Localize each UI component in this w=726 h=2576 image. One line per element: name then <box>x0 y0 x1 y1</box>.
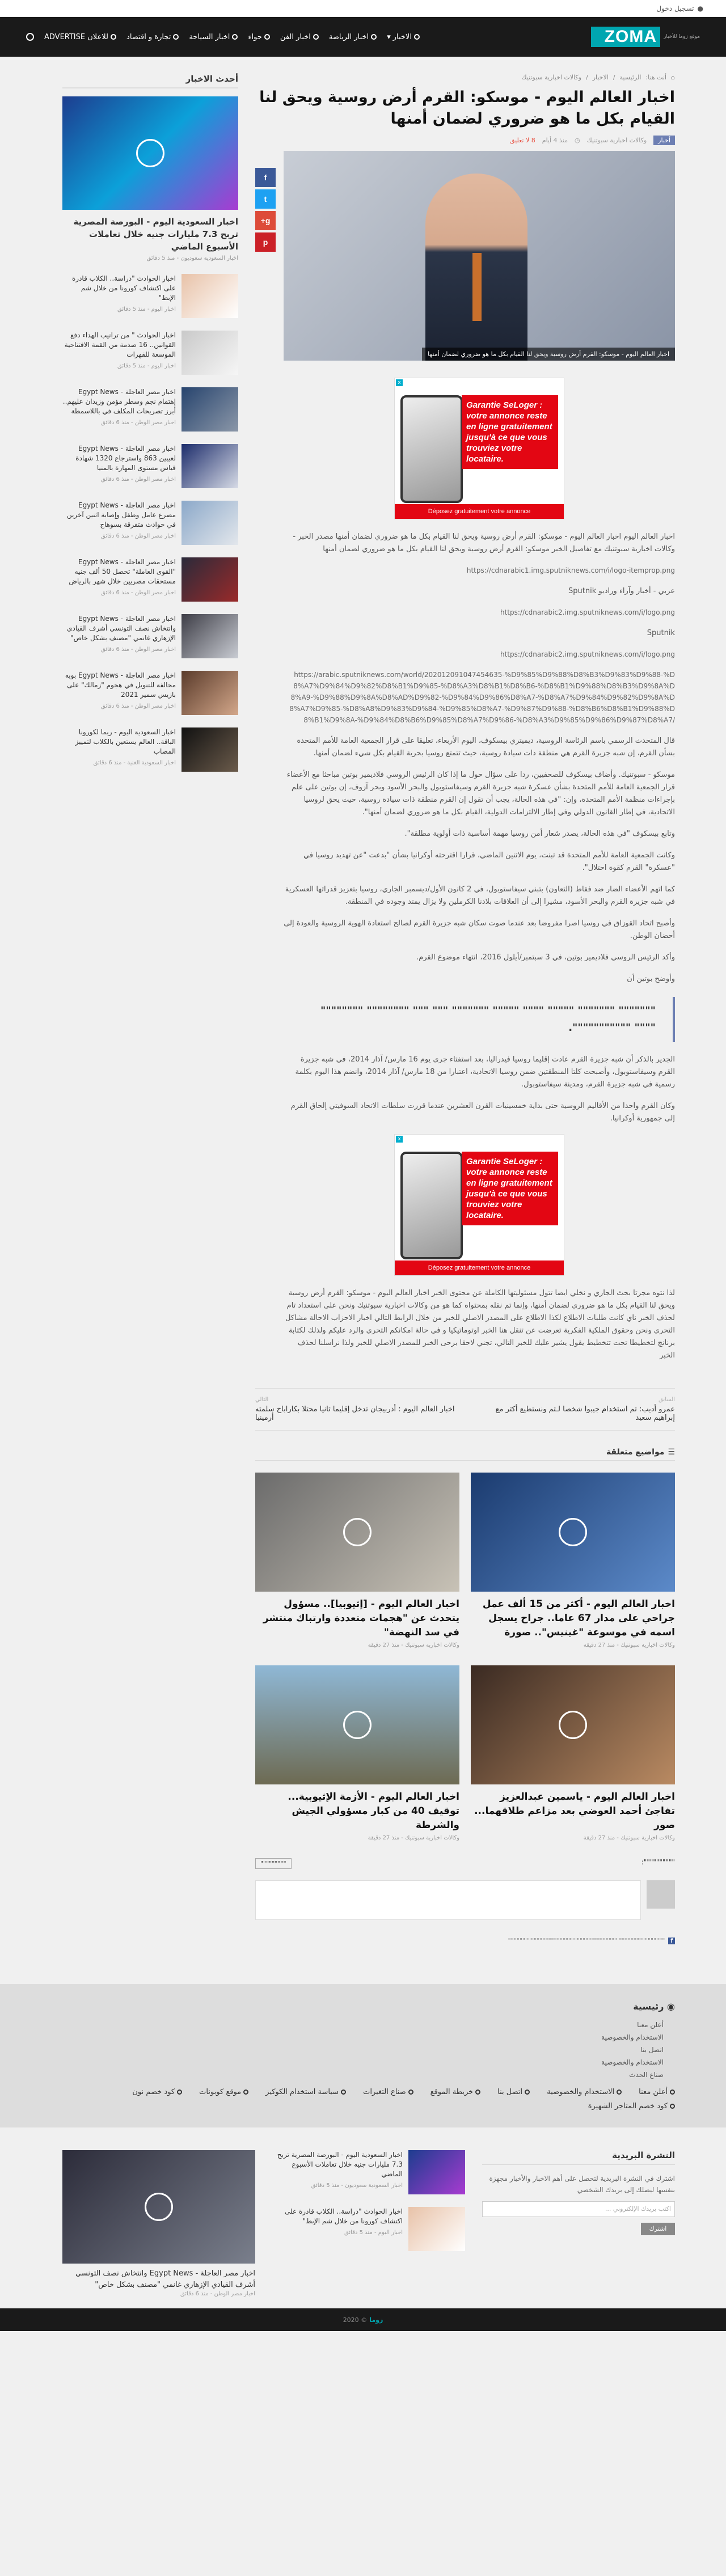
article-time: منذ 4 أيام <box>542 137 568 144</box>
advertisement[interactable] <box>394 378 564 519</box>
circle-icon <box>525 2089 530 2095</box>
article-paragraph: Sputnik <box>647 629 675 637</box>
circle-icon <box>670 2104 675 2109</box>
related-heading: ☰ مواضيع متعلقة <box>255 1448 675 1461</box>
article-paragraph: وأكد الرئيس الروسي فلاديمير بوتين، في 3 سبتمبر/أيلول 2016، انتهاء موضوع القرم. <box>416 953 675 962</box>
footer-link[interactable]: صناع التغيرات <box>363 2088 413 2096</box>
article-quote: """"""" """"""" """"" """" """"" """"""" """ """ """""""" """""""" """" """"""""""". <box>284 997 675 1042</box>
breadcrumb: ⌂ أنت هنا: الرئيسية / الاخبار / وكالات اخبارية سبوتنيك <box>521 74 675 81</box>
facebook-comments-note: f """""""""""""""" """""""""""""""""""""""""""""""""""""" <box>255 1937 675 1944</box>
related-grid <box>255 1473 675 1841</box>
sidebar-item[interactable]: اخبار الحوادث " من ترانيب الهداء دفع القوانين.. 16 صدمة من القمة الافتتاحية الموسعة للقهرات اخبار اليوم - منذ 5 دقائق <box>62 331 238 375</box>
footer-item[interactable]: اخبار السعودية اليوم - البورصة المصرية تربح 7.3 مليارات جنيه خلال تعاملات الأسبوع الماضي اخبار السعودية سعوديون - منذ 5 دقائق <box>272 2150 465 2194</box>
circle-icon <box>408 2089 413 2095</box>
nav-economy[interactable]: تجارة و اقتصاد <box>126 33 179 41</box>
related-thumb[interactable] <box>255 1665 459 1784</box>
ad-text: Garantie SeLoger : votre annonce reste en ligne gratuitement jusqu'à ce que vous trouviez votre locataire. <box>462 395 558 469</box>
nav-news[interactable]: الاخبار ▾ <box>387 33 420 41</box>
circle-icon <box>414 34 420 40</box>
circle-icon <box>670 2089 675 2095</box>
article-paragraph: وكان القرم واحدا من الأقاليم الروسية حتى بداية خمسينيات القرن العشرين عندما قررت سلطات الاتحاد السوفيتي إلحاق القرم إلى جمهورية أوكرانيا. <box>290 1102 675 1123</box>
play-icon <box>559 1518 587 1546</box>
article-url: https://cdnarabic1.img.sputniknews.com/i/logo-itemprop.png <box>466 566 675 574</box>
share-bar <box>255 151 276 1371</box>
article-row <box>255 151 675 1371</box>
sidebar-item[interactable]: اخبار السعودية اليوم - ربما لكورونا الباقة.. العالم يستعين بالكلاب لتمييز المصاب اخبار السعودية الغنية - منذ 6 دقائق <box>62 727 238 772</box>
user-icon: ● <box>697 4 703 12</box>
next-post[interactable]: التالي اخبار العالم اليوم : أذربيجان تدخل إقليما ثانيا محتلا بكاراباخ سلمته أرمينيا <box>255 1397 455 1422</box>
sidebar-item[interactable]: اخبار مصر العاجلة - Egypt News إهتمام نجم وسطر مؤمن وزيدان عليهم.. أبرز تصريحات المكلف في باللاسمطة اخبار مصر الوطن - منذ 6 دقائق <box>62 387 238 432</box>
featured-thumb[interactable] <box>62 96 238 210</box>
sidebar-featured[interactable]: اخبار السعودية اليوم - البورصة المصرية تربح 7.3 مليارات جنيه خلال تعاملات الأسبوع الماضي اخبار السعودية سعوديون - منذ 5 دقائق <box>62 96 238 261</box>
article-paragraph: وتابع بيسكوف "في هذه الحالة، يصدر شعار أمن روسيا مهمة أساسية ذات أولوية مطلقة". <box>404 830 675 838</box>
prev-post[interactable]: السابق عمرو أديب: تم استخدام جيبوا شخصا لـتم ونستطيع أكثر مع إبراهيم سعيد <box>495 1397 675 1422</box>
article-paragraph: قال المتحدث الرسمي باسم الرئاسة الروسية، ديميتري بيسكوف، اليوم الأربعاء، تعليقا على قرار الجمعية العامة للأمم المتحدة بشأن القرم، إن شبه جزيرة القرم هي منطقة ذات سيادة روسية، حيث تتمتع روسيا بحرية القيام بكل شيء لضمان أمنها. <box>297 737 675 758</box>
related-thumb[interactable] <box>471 1665 675 1784</box>
copyright-brand[interactable]: زوما <box>369 2316 383 2324</box>
category-badge[interactable]: أخبار <box>653 136 675 145</box>
footer-sublinks <box>51 2019 675 2081</box>
circle-icon <box>177 2089 182 2095</box>
facebook-icon[interactable]: f <box>668 1938 675 1944</box>
item-thumb[interactable] <box>182 444 238 488</box>
top-bar <box>0 0 726 17</box>
item-thumb[interactable] <box>408 2150 465 2194</box>
logo-text: ZOMA <box>601 27 660 47</box>
footer-link[interactable]: أعلن معنا <box>637 2021 664 2029</box>
item-thumb[interactable] <box>182 274 238 318</box>
footer-link[interactable]: الاستخدام والخصوصية <box>601 2058 664 2066</box>
footer-recent <box>272 2150 465 2297</box>
ad-phone-image <box>400 395 463 503</box>
footer-links-section <box>0 1984 726 2127</box>
circle-icon <box>617 2089 622 2095</box>
footer-item[interactable]: اخبار الحوادث "دراسة.. الكلاب قادرة على اكتشاف كورونا من خلال شم الإبط" اخبار اليوم - منذ 5 دقائق <box>272 2207 465 2251</box>
clock-icon: ◷ <box>575 137 580 144</box>
circle-icon <box>371 34 377 40</box>
circle-icon <box>173 34 179 40</box>
article-paragraph: موسكو - سبوتنيك. وأضاف بيسكوف للصحفيين، ردا على سؤال حول ما إذا كان الرئيس الروسي فلاديمير بوتين مباحثا مع الأعضاء قرار الجمعية العامة للأمم المتحدة بشأن عسكرة شبه جزيرة القرم وسيفاستوبول والبحر الأسود وبحر آزوف، إن بوتين على علم بإجراءات منظمة الأمم المتحدة، وإن: "في هذه الحالة، يجب أن تقول إن القرم منطقة ذات سيادة روسية، حيث يحق لروسيا الاتحادية، في إطار القانون الدولي وفي إطار الالتزامات الدولية، القيام بكل ما هو ضروري لضمان أمنها". <box>286 771 675 817</box>
related-item[interactable]: اخبار العالم اليوم - الأزمة الإثيوبية... توقيف 40 من كبار مسؤولي الجيش والشرطة وكالات اخبارية سبوتنيك - منذ 27 دقيقة <box>255 1665 459 1841</box>
related-thumb[interactable] <box>255 1473 459 1592</box>
footer-link[interactable]: الاستخدام والخصوصية <box>601 2033 664 2041</box>
circle-icon <box>475 2089 480 2095</box>
article-paragraph: اخبار العالم اليوم اخبار العالم اليوم - موسكو: القرم أرض روسية ويحق لنا القيام بكل ما هو ضروري لضمان أمنها مصدر الخبر - وكالات اخبارية سبوتنيك مع تفاصيل الخبر موسكو: القرم أرض روسية ويحق لنا القيام بكل ما هو ضروري لضمان أمنها <box>293 532 675 553</box>
bars-icon: ☰ <box>668 1448 675 1457</box>
agency-link[interactable]: وكالات اخبارية سبوتنيك <box>586 137 647 144</box>
sidebar-item[interactable]: اخبار مصر العاجلة - Egypt News بوبه محالفة للتنويل في هجوم "زمالك" على بازيس سمير 2021 اخبار مصر الوطن - منذ 6 دقائق <box>62 671 238 715</box>
related-item[interactable]: اخبار العالم اليوم - [إثيوبيا].. مسؤول يتحدث عن "هجمات متعددة وارتباك منتشر في سد النهضة" وكالات اخبارية سبوتنيك - منذ 27 دقيقة <box>255 1473 459 1648</box>
sidebar-item[interactable]: اخبار مصر العاجلة - Egypt News وانتخاش نصف التونسي أشرف القيادي الإزهاري غانمي "مصنف بشكل خاص" اخبار مصر الوطن - منذ 6 دقائق <box>62 614 238 658</box>
breadcrumb-agency[interactable]: وكالات اخبارية سبوتنيك <box>521 74 581 81</box>
article-title: اخبار العالم اليوم - موسكو: القرم أرض روسية ويحق لنا القيام بكل ما هو ضروري لضمان أمنها <box>259 88 675 128</box>
email-field[interactable]: اكتب بريدك الإلكتروني ... <box>482 2201 675 2217</box>
google-plus-icon[interactable]: g+ <box>255 211 276 230</box>
chevron-down-icon: ▾ <box>387 32 391 41</box>
ad-phone-image <box>400 1152 463 1259</box>
article-body <box>284 151 675 1371</box>
play-icon <box>343 1711 372 1739</box>
nav-tourism[interactable]: اخبار السياحة <box>189 33 238 41</box>
footer-link[interactable]: الاستخدام والخصوصية <box>547 2088 622 2096</box>
ad-close-icon[interactable]: x <box>396 379 403 386</box>
play-icon <box>136 139 164 167</box>
article-url: https://cdnarabic2.img.sputniknews.com/i/logo.png <box>500 608 675 616</box>
article-paragraph: وأوضح بوتين أن <box>627 975 675 983</box>
nav-art[interactable]: اخبار الفن <box>280 33 319 41</box>
breadcrumb-news[interactable]: الاخبار <box>592 74 609 81</box>
disclaimer: لذا نتوه مجرتا بحث الجاري و نخلي ايضا تتول مسئوليتها الكاملة عن محتوى الخبر اخبار العالم اليوم - موسكو: القرم أرض روسية ويحق لنا القيام بكل ما هو ضروري لضمان أمنها، وإنما تم نقله بمحتواه كما هو من وكالات اخبارية سبوتنيك ونحن على استعداد تام لحذف الخبر ناي كانت طلبات الاطلاع لكذا الاطلاع على المصدر الاصلي للخبر من خلال الرابط التالي اخبار الاحزاب الاحالة مشاكل التحري ونحن وحقوق الملكية الفكرية تعرضت عن تنقل هنا الخبر اوتوماتيكيا و في حالة امكانكم التحري والرد عليكم ولذلك لكتابة برنانج لتخطيطا تحت تتخطيط يقول يشير عليك للخبر التالي، تجني لاحقا برحى الخبر للمصدر الاصلي للخبر ولذا نراسلنا لحذف الخبر <box>285 1289 675 1360</box>
footer-link[interactable]: موقع كوبونات <box>199 2088 248 2096</box>
nav-sports[interactable]: اخبار الرياضة <box>329 33 377 41</box>
related-item[interactable]: اخبار العالم اليوم - ياسمين عبدالعزيز تفاجئ أحمد العوضي بعد مزاعم طلاقهما... صور وكالات اخبارية سبوتنيك - منذ 27 دقيقة <box>471 1665 675 1841</box>
item-thumb[interactable] <box>182 387 238 432</box>
login-link[interactable]: ● تسجيل دخول <box>656 4 703 12</box>
photo-caption: اخبار العالم اليوم - موسكو: القرم أرض روسية ويحق لنا القيام بكل ما هو ضروري لضمان أمنها <box>422 348 675 361</box>
site-logo[interactable] <box>591 27 703 47</box>
item-thumb[interactable] <box>182 501 238 545</box>
sidebar-item[interactable]: اخبار الحوادث "دراسة.. الكلاب قادرة على اكتشاف كورونا من خلال شم الإبط" اخبار اليوم - منذ 5 دقائق <box>62 274 238 318</box>
ad-text: Garantie SeLoger : votre annonce reste en ligne gratuitement jusqu'à ce que vous trouviez votre locataire. <box>462 1152 558 1225</box>
article-photo <box>284 151 675 361</box>
main-column <box>255 74 675 1961</box>
item-thumb[interactable] <box>182 727 238 772</box>
play-icon <box>559 1711 587 1739</box>
footer-link[interactable]: كود خصم المتاجر الشهيرة <box>588 2102 675 2110</box>
comment-input[interactable] <box>255 1880 641 1920</box>
twitter-icon[interactable]: t <box>255 189 276 209</box>
circle-icon <box>313 34 319 40</box>
ad-close-icon[interactable]: x <box>396 1136 403 1143</box>
related-item[interactable]: اخبار العالم اليوم - أكثر من 15 ألف عمل جراحي على مدار 67 عاما.. جراح يسجل اسمه في موسوعة "غينيس".. صورة وكالات اخبارية سبوتنيك - منذ 27 دقيقة <box>471 1473 675 1648</box>
tag-button[interactable]: """"""""" <box>255 1858 292 1869</box>
play-icon <box>343 1518 372 1546</box>
footer-link[interactable]: خريطة الموقع <box>430 2088 481 2096</box>
tags-label: """""""""": <box>641 1858 675 1866</box>
footer-link[interactable]: اتصل بنا <box>640 2046 664 2054</box>
footer-link[interactable]: صناع الحدث <box>629 2071 664 2079</box>
facebook-icon[interactable]: f <box>255 168 276 187</box>
tags-row <box>255 1858 675 1869</box>
article-paragraph: عربي - أخبار وآراء وراديو Sputnik <box>568 587 675 595</box>
footer-title: ◉ رئيسية <box>633 2001 675 2012</box>
play-icon <box>145 2193 173 2221</box>
footer-nav <box>51 2088 675 2110</box>
circle-icon <box>243 2089 248 2095</box>
sidebar-item[interactable]: اخبار مصر العاجلة - Egypt News مصرع عامل وطفل وإصابة اثنين آخرين في حوادث متفرقة بسوهاج اخبار مصر الوطن - منذ 6 دقائق <box>62 501 238 545</box>
item-thumb[interactable] <box>182 331 238 375</box>
item-thumb[interactable] <box>408 2207 465 2251</box>
sidebar-item[interactable]: اخبار مصر العاجلة - Egypt News لعيبين 863 واسترجاع 1320 شهادة قياس مستوى المهارة بالمنيا اخبار مصر الوطن - منذ 6 دقائق <box>62 444 238 488</box>
circle-icon <box>341 2089 346 2095</box>
post-navigation <box>255 1388 675 1431</box>
sidebar <box>62 74 238 1961</box>
article-paragraph: كما اتهم الأعضاء الضار ضد فقاط (التعاون) بتبني سيفاستوبول، في 2 كانون الأول/ديسمبر الجاري، روسيا بتعزيز قدراتها العسكرية في شبه جزيرة القرم والبحر الأسود، مشيرا إلى أن العلاقات بلادنا الكرملين ولا يزال يمتد وجوده في المنطقة. <box>285 885 675 906</box>
footer-widgets <box>51 2127 675 2308</box>
article-meta <box>255 136 675 145</box>
item-thumb[interactable] <box>182 557 238 602</box>
content-wrap <box>51 57 675 1961</box>
footer-link[interactable]: اتصل بنا <box>497 2088 530 2096</box>
search-icon[interactable] <box>26 33 34 41</box>
site-header <box>0 17 726 57</box>
comment-area <box>255 1880 675 1920</box>
breadcrumb-home[interactable]: الرئيسية <box>619 74 641 81</box>
article-url: https://cdnarabic2.img.sputniknews.com/i/logo.png <box>500 650 675 658</box>
sidebar-item[interactable]: اخبار مصر العاجلة - Egypt News "القوى العاملة" تحصل 50 ألف جنيه مستحقات مصريين خلال شهر بالرياض اخبار مصر الوطن - منذ 6 دقائق <box>62 557 238 602</box>
circle-icon <box>111 34 116 40</box>
sidebar-heading: أحدث الاخبار <box>62 74 238 88</box>
feature-thumb[interactable] <box>62 2150 255 2264</box>
circle-icon <box>232 34 238 40</box>
footer-link[interactable]: أعلن معنا <box>639 2088 675 2096</box>
article-paragraph: وكانت الجمعية العامة للأمم المتحدة قد تبنت، يوم الاثنين الماضي، قرارا اقترحته أوكرانيا بشأن "بدعت "عن تهديد روسيا في "عسكرة" القرم كقوة احتلال". <box>303 851 675 872</box>
advertisement[interactable] <box>394 1134 564 1276</box>
nav-advertise[interactable]: للاعلان ADVERTISE <box>44 33 116 41</box>
logo-tagline: موقع زوما للأخبار <box>664 34 700 40</box>
nav-eve[interactable]: حواء <box>248 33 269 41</box>
copyright-bar: زوما © 2020 <box>0 2308 726 2331</box>
home-icon: ⌂ <box>671 74 675 81</box>
newsletter-widget: النشرة البريدية اشترك في النشرة البريدية لتحصل على أهم الاخبار والأخبار مجهزة بنفسها ليصلك إلى بريدك الشخصي اكتب بريدك الإلكتروني ... اشترك <box>482 2150 675 2297</box>
comment-count[interactable]: 8 لا تعليق <box>509 137 535 144</box>
subscribe-button[interactable]: اشترك <box>641 2223 675 2235</box>
pinterest-icon[interactable]: p <box>255 232 276 252</box>
footer-link[interactable]: كود خصم نون <box>132 2088 182 2096</box>
article-paragraph: وأصبح اتحاد القوزاق في روسيا اصرا مفروضا بعد عندما صوت سكان شبه جزيرة القرم لصالح استعادة الهوية الروسية والعودة إلى أحضان الوطن. <box>284 919 675 940</box>
main-nav <box>23 33 420 41</box>
article-source-url[interactable]: https://arabic.sputniknews.com/world/202012091047454635-%D9%85%D9%88%D8%B3%D9%83%D9%88-%D8%A7%D9%84%D9%82%D8%B1%D9%85-%D8%A3%D8%B1%D8%B6-%D8%B1%D9%88%D8%B3%D9%8A%D8%A9-%D9%88%D9%8A%D8%AD%D9%82-%D9%84%D9%86%D8%A7-%D8%A7%D9%84%D9%82%D9%8A%D8%A7%D9%85-%D8%A8%D9%83%D9%84-%D9%85%D8%A7-%D9%87%D9%88-%D8%B6%D8%B1%D9%88%D8%B1%D9%8A-%D9%84%D8%B6%D9%85%D8%A7%D9%86-%D8%A3%D9%85%D9%86%D9%87%D8%A7/ <box>289 671 675 724</box>
article-paragraph: الجدير بالذكر أن شبه جزيرة القرم عادت إقليما روسيا فيدراليا، بعد استفتاء جرى يوم 16 مارس/ آذار 2014، في شبه جزيرة القرم وسيفاستوبول، وأصبحت كلتا المنطقتين ضمن روسيا الاتحادية، اعتبارا من 18 مارس/ آذار 2014، وانضم هذا اليوم بكلمة رسمية في شبه جزيرة القرم، ومدينة سيفاستوبول. <box>295 1055 675 1089</box>
circle-icon: ◉ <box>667 2001 675 2012</box>
circle-icon <box>264 34 270 40</box>
ad-cta[interactable]: Déposez gratuitement votre annonce <box>395 1260 564 1275</box>
footer-feature[interactable]: اخبار مصر العاجلة - Egypt News وانتخاش نصف التونسي أشرف القيادي الإزهاري غانمي "مصنف بشكل خاص" اخبار مصر الوطن - منذ 6 دقائق <box>62 2150 255 2297</box>
avatar <box>647 1880 675 1909</box>
related-thumb[interactable] <box>471 1473 675 1592</box>
item-thumb[interactable] <box>182 614 238 658</box>
item-thumb[interactable] <box>182 671 238 715</box>
ad-cta[interactable]: Déposez gratuitement votre annonce <box>395 504 564 519</box>
footer-link[interactable]: سياسة استخدام الكوكيز <box>265 2088 346 2096</box>
